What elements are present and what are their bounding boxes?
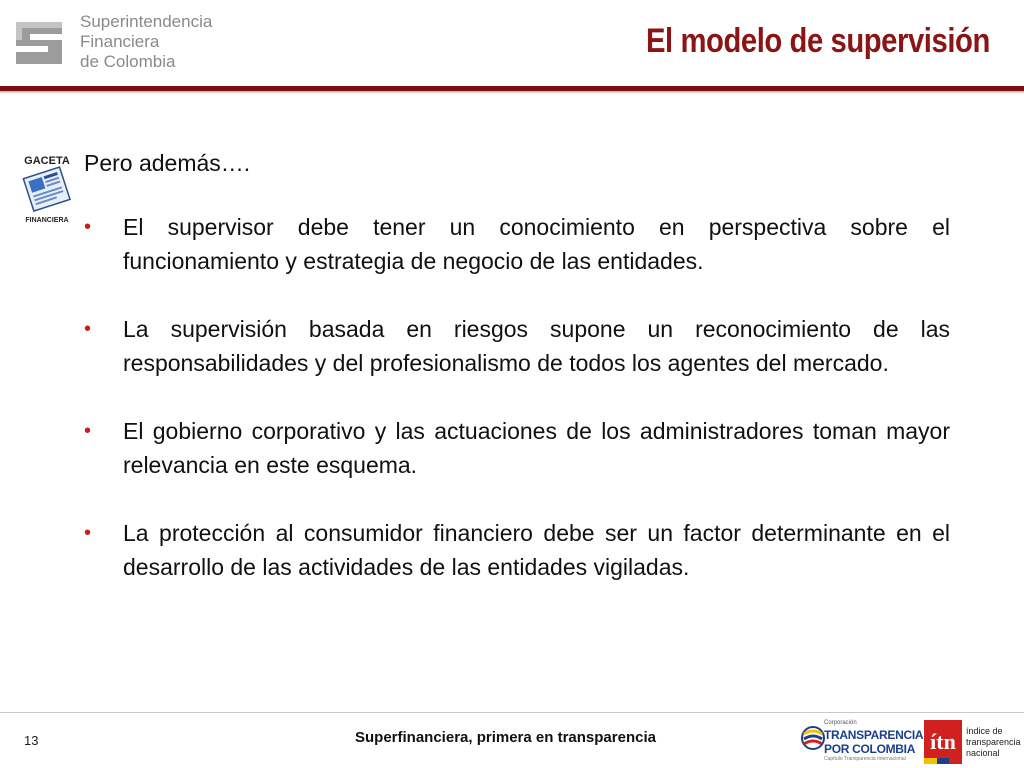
superfinanciera-logo-icon: [8, 12, 70, 74]
bullet-icon: •: [84, 216, 92, 238]
footer-divider: [0, 712, 1024, 713]
slide-header: [0, 0, 1024, 92]
bullet-item: [84, 516, 950, 584]
page-number: 13: [24, 733, 39, 748]
bullet-item: [84, 414, 950, 482]
intro-text: Pero además….: [84, 150, 251, 176]
tpc-line-1: TRANSPARENCIA: [824, 728, 924, 742]
bullet-list: [84, 210, 950, 584]
bullet-text: La supervisión basada en riesgos supone un reconocimiento de las responsabilidades y del profesionalismo de todos los agentes del mercado.: [123, 316, 950, 376]
bullet-icon: •: [84, 318, 92, 340]
bullet-item: [84, 210, 950, 278]
organization-name: [80, 12, 212, 72]
bullet-text: El gobierno corporativo y las actuaciones de los administradores toman mayor relevancia en este esquema.: [123, 418, 950, 478]
tpc-top-text: Corporación: [824, 720, 857, 726]
tpc-line-2: POR COLOMBIA: [824, 742, 916, 756]
bullet-text: El supervisor debe tener un conocimiento en perspectiva sobre el funcionamiento y estrategia de negocio de las entidades.: [123, 214, 950, 274]
gaceta-top-text: GACETA: [24, 155, 70, 167]
tpc-mark-icon: [800, 724, 826, 754]
transparencia-por-colombia-logo: [800, 720, 924, 764]
title-divider-shadow: [0, 91, 1024, 94]
bullet-icon: •: [84, 420, 92, 442]
itn-text: [966, 726, 1021, 759]
itn-logo: [924, 720, 1024, 766]
bullet-text: La protección al consumidor financiero debe ser un factor determinante en el desarrollo de las actividades de las entidades vigiladas.: [123, 520, 950, 580]
org-name-line-1: Superintendencia: [80, 12, 213, 31]
itn-text-line-3: nacional: [966, 748, 1000, 758]
slide-title: El modelo de supervisión: [646, 22, 990, 60]
itn-text-line-1: índice de: [966, 726, 1003, 736]
footer-tagline: Superfinanciera, primera en transparencia: [355, 729, 656, 746]
gaceta-financiera-logo-icon: [18, 150, 76, 226]
org-name-line-3: de Colombia: [80, 52, 176, 71]
org-name-line-2: Financiera: [80, 32, 160, 51]
bullet-item: [84, 312, 950, 380]
bullet-icon: •: [84, 522, 92, 544]
tpc-subtitle: Capítulo Transparencia Internacional: [824, 756, 906, 762]
itn-mark: ítn: [924, 720, 962, 764]
slide-body: [84, 146, 950, 618]
itn-color-bar: [924, 758, 962, 764]
itn-text-line-2: transparencia: [966, 737, 1021, 747]
gaceta-bottom-text: FINANCIERA: [25, 217, 69, 224]
